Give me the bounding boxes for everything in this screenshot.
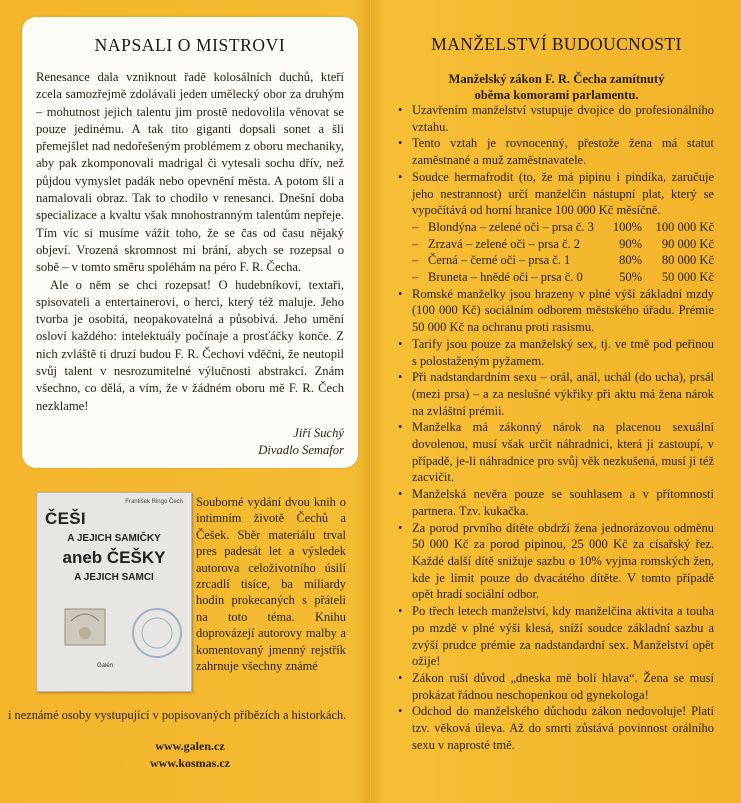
- dash: –: [412, 270, 419, 285]
- item-text: Po třech letech manželství, kdy manželčina aktivita a touha po mzdě v plné výši klesá, sníží soudce základní sazbu a zvýší prudce prémie za nadstandardní sex. Manželství opět ožije!: [412, 604, 714, 669]
- item-text: Při nadstandardním sexu – orál, anál, uchál (do ucha), prsál (mezi prsa) – a za neslušné výkřiky při aktu má žena nárok na zvláštní prémii.: [412, 370, 714, 418]
- list-item: [398, 670, 714, 703]
- row-name: Zrzavá – zelené oči – prsa č. 2: [428, 236, 581, 251]
- list-item: [398, 169, 714, 219]
- signature: [258, 425, 344, 459]
- card-paragraph: Ale o něm se chci rozepsat! O hudebníkovi, textaři, spisovateli a entertainerovi, o herci, který též maluje. Jeho tvorba je osobitá, neopakovatelná a působivá. Jeho umění osloví každého: intelektuály počínaje a prosťáčky konče. Z nich zvláště ti druzí budou F. R. Čechovi vděčni, že neutopil svůj talent v nesrozumitelné výlučnosti abstrakcí. Znám všechno, co dělá, a vím, že v žádném oboru mě F. R. Čech nezklame!: [36, 277, 344, 413]
- item-text: Romské manželky jsou hrazeny v plné výši základní mzdy (100 000 Kč) sociálním odborem městského úřadu. Prémie 50 000 Kč na ochranu proti rasismu.: [412, 286, 714, 335]
- link-kosmas[interactable]: www.kosmas.cz: [150, 756, 230, 770]
- item-text: Manželská nevěra pouze se souhlasem a v přítomnosti partnera. Tzv. kukačka.: [412, 487, 714, 518]
- book-title-line: aneb ČEŠKY: [62, 548, 166, 567]
- right-title: MANŽELSTVÍ BUDOUCNOSTI: [431, 34, 682, 54]
- page-fold: [369, 0, 372, 803]
- item-text: Tento vztah je rovnocenný, přestože žena má statut zaměstnané a muž zaměstnavatele.: [412, 136, 714, 168]
- list-item: [398, 336, 714, 369]
- quote-card: [22, 17, 358, 468]
- bullet: •: [398, 370, 403, 385]
- row-name: Blondýna – zelené oči – prsa č. 3: [428, 219, 594, 234]
- author-name: Jiří Suchý: [293, 426, 344, 440]
- item-text: Tarify jsou pouze za manželský sex, tj. ve tmě pod peřinou s polostaženým pyžamem.: [412, 336, 714, 368]
- row-pct: 50%: [619, 270, 642, 285]
- row-amount: 50 000 Kč: [661, 270, 714, 285]
- list-item: [398, 135, 714, 168]
- bullet: •: [398, 336, 403, 351]
- dash: –: [412, 253, 419, 268]
- row-name: Bruneta – hnědé oči – prsa č. 0: [428, 270, 583, 285]
- item-text: Za porod prvního dítěte obdrží žena jednorázovou odměnu 50 000 Kč za porod pipinou, 25 000 Kč za císařský řez. Každé další dítě snižuje sazbu o 10% vyjma romských žen, kde je limit pouze do dvacátého dítěte. V tomto případě opět hradí sociální odbor.: [412, 520, 714, 602]
- item-text: Odchod do manželského důchodu zákon nedovoluje! Platí tzv. věková úleva. Až do smrti zůstává povinnost orálního sexu v naprosté tmě.: [412, 704, 714, 752]
- bullet: •: [398, 286, 403, 301]
- card-paragraph: Renesance dala vzniknout řadě kolosálních duchů, kteří zcela samozřejmě zdolávali jeden umělecký obor za druhým – mohutnost jejich talentu jim prostě nedovolila věnovat se pouze jedinému. A tak tito giganti dopsali sonet a šli přemejšlet nad nedořešeným problémem z oboru mechaniky, aby pak zkomponovali madrigal či vytesali sochu dřív, než půjdou vymyslet padák nebo opevnění města. A potom šli a namalovali obraz. Tak to chodilo v renesanci. Dnešní doba specializace a kvaltu však mnohostranným talentům nepřeje. Tím víc si musíme vážit toho, že se čas od času nějaký objeví. Vrozená skromnost mi brání, abych se rozepsal o sobě – v tomto směru spoléhám na péro F. R. Čecha.: [36, 70, 344, 275]
- salary-table: [398, 219, 714, 286]
- card-body: [36, 69, 344, 415]
- row-pct: 80%: [619, 253, 642, 268]
- bullet: •: [398, 169, 403, 184]
- author-org: Divadlo Semafor: [258, 443, 344, 457]
- book-title-line: A JEJICH SAMCI: [74, 572, 154, 583]
- links: [130, 738, 250, 772]
- list-item: [398, 603, 714, 670]
- table-row: [412, 236, 714, 253]
- row-amount: 80 000 Kč: [661, 253, 714, 268]
- item-text: Zákon ruší důvod „dneska mě bolí hlava“. Žena se musí prokázat řádnou neschopenkou od gynekologa!: [412, 670, 714, 702]
- card-title: NAPSALI O MISTROVI: [94, 35, 286, 55]
- list-item: [398, 486, 714, 519]
- law-list: [398, 102, 714, 753]
- book-title-line: A JEJICH SAMIČKY: [67, 533, 161, 544]
- book-title-line: ČEŠI: [45, 509, 86, 528]
- row-amount: 100 000 Kč: [655, 219, 714, 234]
- book-imprint: Galén: [97, 663, 114, 669]
- item-text: Manželka má zákonný nárok na placenou sexuální dovolenou, musí však určit náhradnici, která ji zastoupí, v případě, je-li náhradnice pro svůj věk nezkušená, musí ji též zacvičit.: [412, 420, 714, 485]
- row-pct: 90%: [619, 236, 642, 251]
- right-subtitle: [372, 71, 741, 103]
- list-item: [398, 419, 714, 486]
- list-item: [398, 286, 714, 336]
- row-amount: 90 000 Kč: [661, 236, 714, 251]
- list-item: [398, 102, 714, 135]
- bullet: •: [398, 136, 403, 151]
- book-description-tail: i neznámé osoby vystupující v popisovaných příbězích a historkách.: [8, 708, 347, 722]
- table-row: [412, 269, 714, 286]
- row-name: Černá – černé oči – prsa č. 1: [428, 253, 571, 268]
- book-description: Souborné vydání dvou knih o intimním životě Čechů a Češek. Sběr materiálu trval pres padesát let a výsledek autorova celoživotního úsilí zrcadlí tisíce, ba miliardy hodin prokecaných s přáteli na toto téma. Knihu doprovázejí autorovy malby a komentovaný jmenný rejstřík zahrnuje všechny známé: [196, 495, 346, 674]
- link-galen[interactable]: www.galen.cz: [155, 739, 225, 753]
- list-item: [398, 369, 714, 419]
- table-row: [412, 219, 714, 236]
- item-text: Soudce hermafrodit (to, že má pipinu i pindíka, zaručuje jeho nestrannost) určí manželčin nástupní plat, který se vypočítává od horní hranice 100 000 Kč měsíčně.: [412, 169, 714, 218]
- dash: –: [412, 219, 419, 234]
- row-pct: 100%: [612, 219, 642, 234]
- bullet: •: [398, 420, 403, 435]
- item-text: Uzavřením manželství vstupuje dvojice do profesionálního vztahu.: [412, 103, 714, 134]
- list-item: [398, 703, 714, 753]
- book-author: František Ringo Čech: [125, 499, 183, 505]
- book-stamp: [129, 605, 185, 661]
- subtitle-line: oběma komorami parlamentu.: [474, 88, 639, 102]
- list-item: [398, 520, 714, 604]
- bullet: •: [398, 604, 403, 619]
- bullet: •: [398, 520, 403, 535]
- bullet: •: [398, 704, 403, 719]
- book-illustration: [57, 591, 117, 651]
- table-row: [412, 252, 714, 269]
- book-cover: [36, 492, 192, 692]
- dash: –: [412, 236, 419, 251]
- bullet: •: [398, 103, 403, 117]
- bullet: •: [398, 670, 403, 685]
- subtitle-line: Manželský zákon F. R. Čecha zamítnutý: [448, 72, 665, 86]
- bullet: •: [398, 487, 403, 502]
